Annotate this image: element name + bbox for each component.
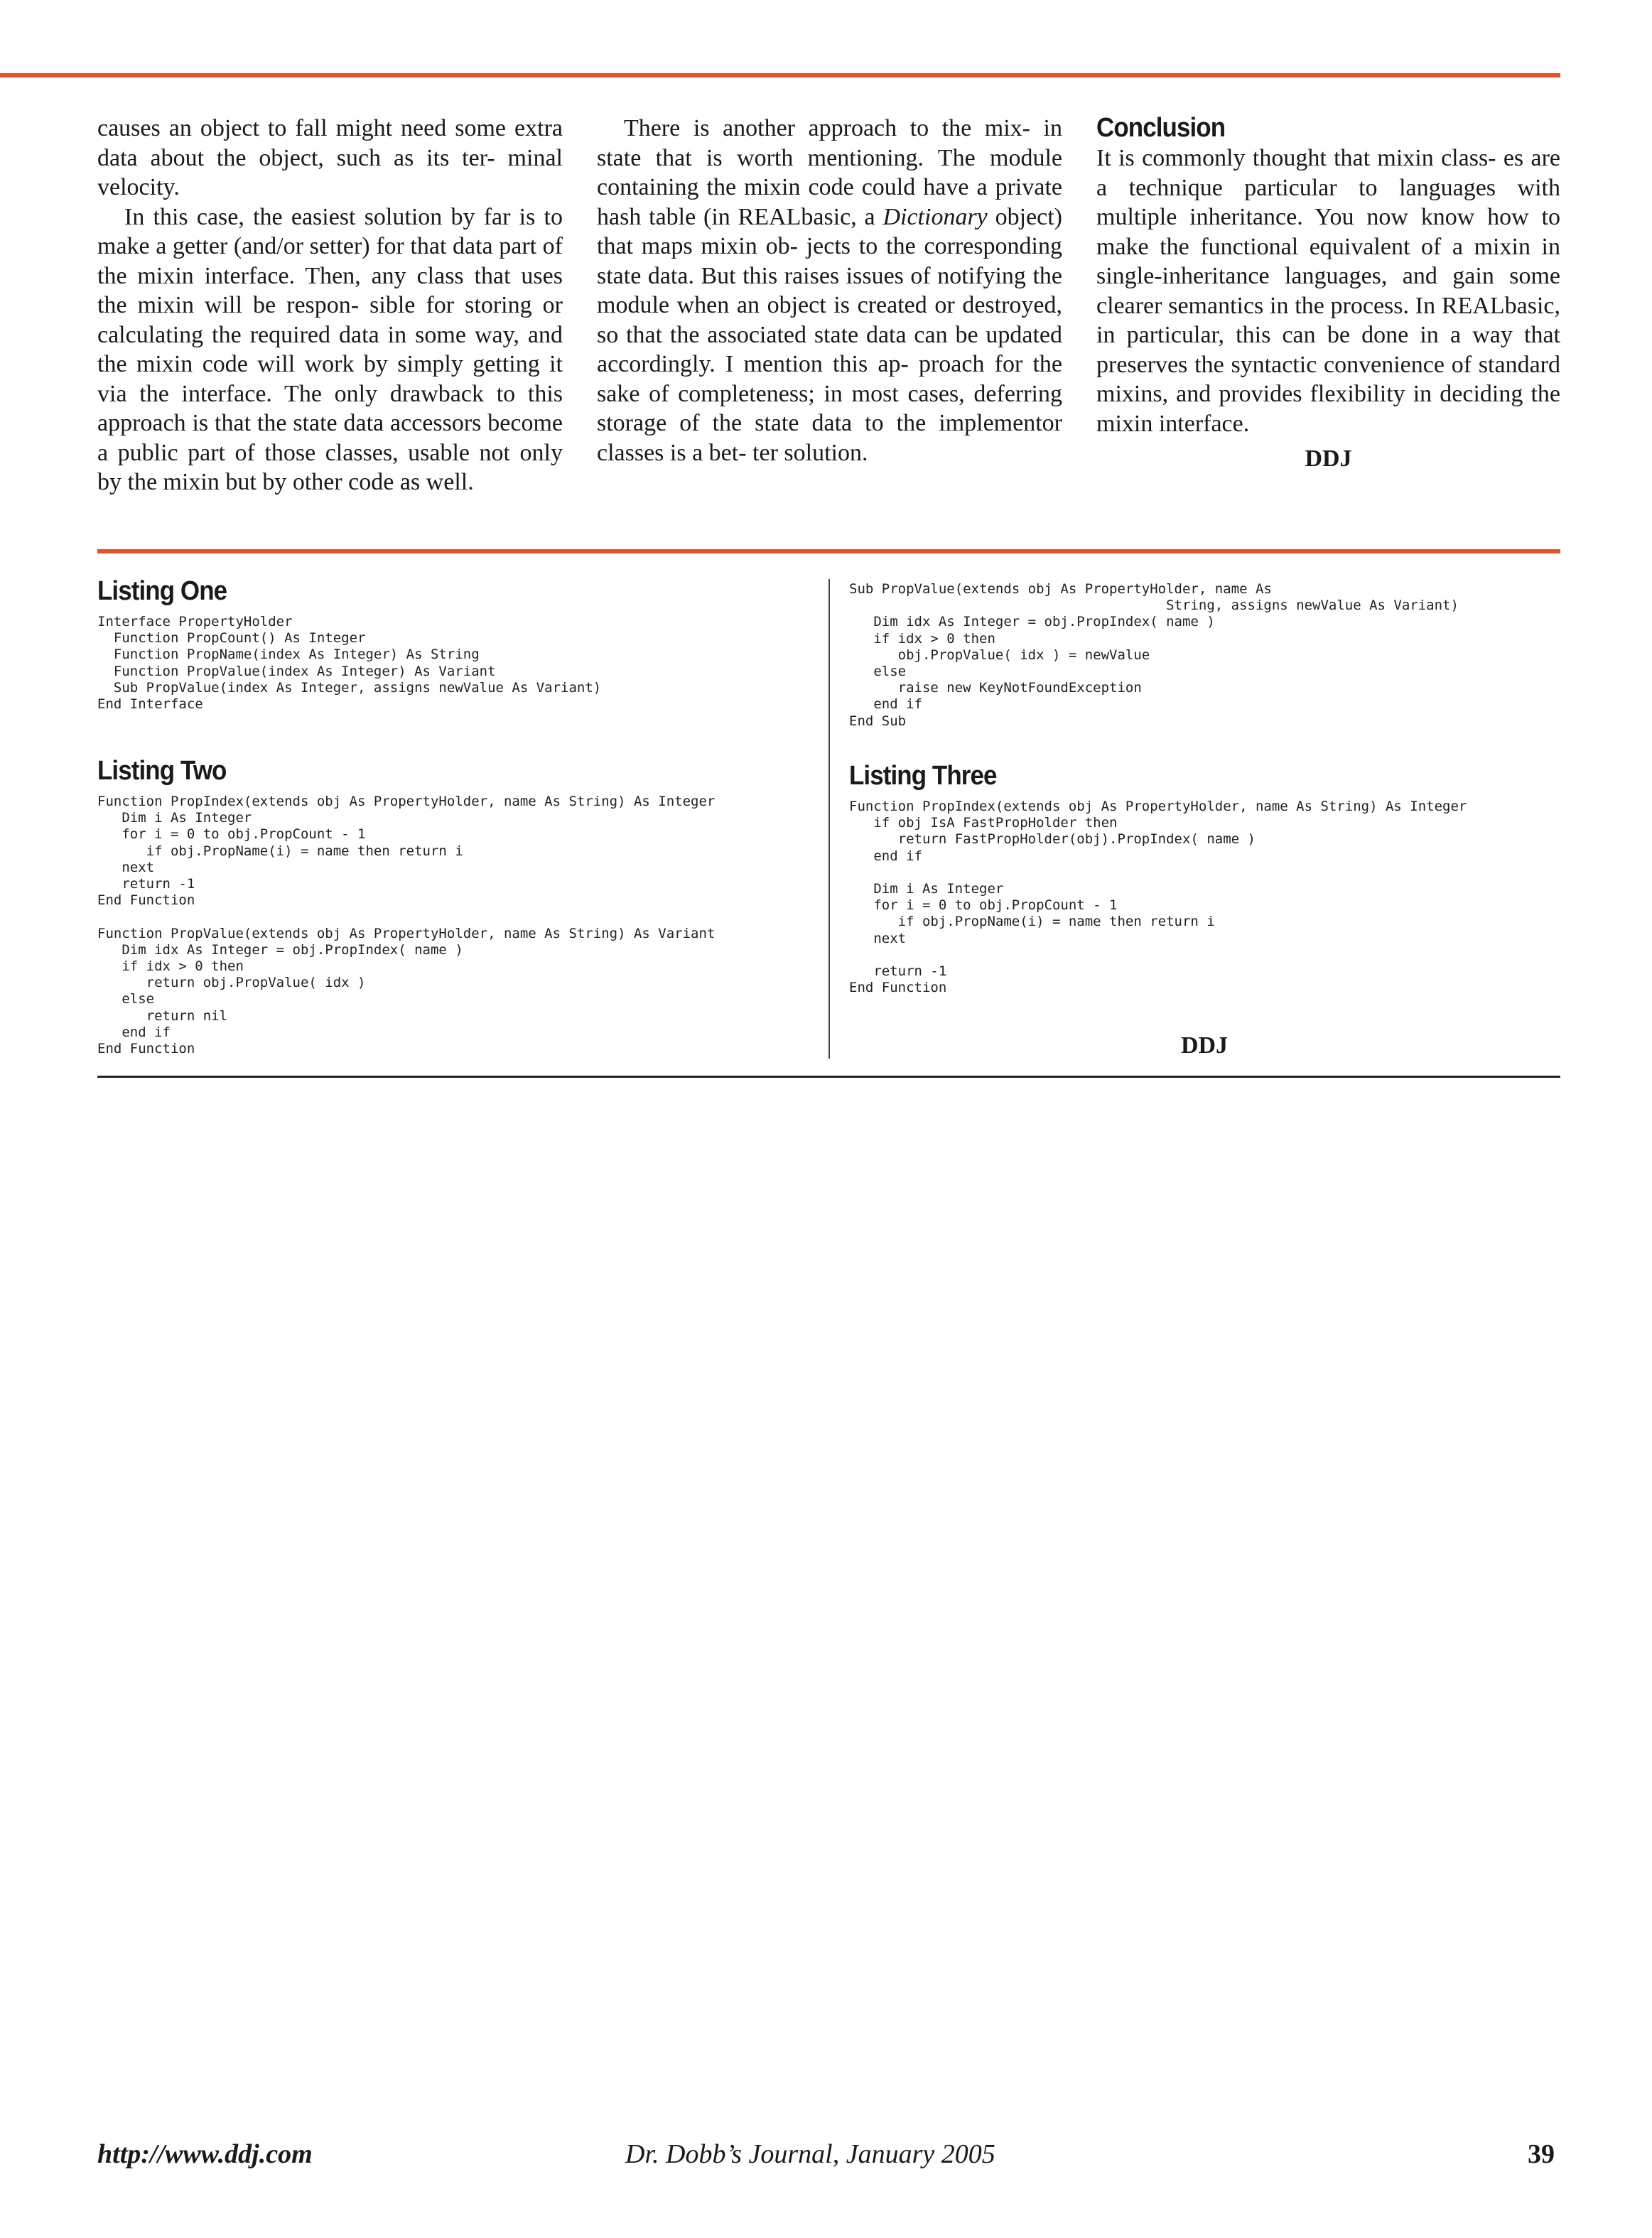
paragraph: It is commonly thought that mixin class- es are a technique particular to languages with multiple inheritance. You now know how to make the functional equivalent of a mixin in single-inheritance languages, and gain some clearer semantics in the process. In REALbasic, in particular, this can be done in a way that preserves the syntactic convenience of standard mixins, and provides flexibility in deciding the mixin interface. <box>1096 145 1560 437</box>
listing-two <box>97 757 715 1057</box>
listing-one <box>97 577 601 713</box>
page-number: 39 <box>1528 2139 1555 2169</box>
footer-journal-title: Dr. Dobb’s Journal, January 2005 <box>625 2139 995 2169</box>
code-block: Interface PropertyHolder Function PropCount() As Integer Function PropName(index As Integer) As String Function PropValue(index As Integer) As Variant Sub PropValue(index As Integer, assigns newValue As Variant) End Interface <box>97 614 602 713</box>
text-run: object) that maps mixin ob- jects to the corresponding state data. But this raises issues of notifying the module when an object is created or destroyed, so that the associated state data can be updated accordingly. I mention this ap- proach for the sake of completeness; in most cases, deferring storage of the state data to the implementor classes is a bet- ter solution. <box>597 203 1062 466</box>
code-block: Sub PropValue(extends obj As PropertyHolder, name As String, assigns newValue As Variant) Dim idx As Integer = obj.PropIndex( name ) if idx > 0 then obj.PropValue( idx ) = newValue else raise new KeyNotFoundException end if End Sub <box>849 581 1459 729</box>
italic-term: Dictionary <box>882 203 988 230</box>
listing-title: Listing One <box>97 576 227 606</box>
article-column-2 <box>597 114 1062 467</box>
article-column-3 <box>1096 114 1560 474</box>
paragraph: causes an object to fall might need some extra data about the object, such as its ter- minal velocity. <box>97 115 563 200</box>
listing-two-continued <box>849 581 1459 730</box>
footer-url-link[interactable]: http://www.ddj.com <box>97 2139 313 2169</box>
section-heading: Conclusion <box>1096 113 1226 143</box>
listing-column-divider <box>828 579 830 1059</box>
bottom-rule <box>97 1076 1560 1078</box>
article-column-1 <box>97 114 563 497</box>
listing-three <box>849 762 1467 996</box>
top-accent-rule <box>0 73 1560 77</box>
end-mark: DDJ <box>1305 445 1352 472</box>
paragraph: In this case, the easiest solution by far is to make a getter (and/or setter) for that data part of the mixin interface. Then, any class that uses the mixin will be respon- sible for storing or calculating the required data in some way, and the mixin code will work by simply getting it via the interface. The only drawback to this approach is that the state data accessors become a public part of those classes, usable not only by the mixin but by other code as well. <box>97 203 563 495</box>
listing-title: Listing Two <box>97 756 227 786</box>
text-run: There is another approach to the mix- in state that is worth mentioning. The module containing the mixin code could have a private hash table (in REALbasic, a <box>597 115 1062 230</box>
code-block: Function PropIndex(extends obj As PropertyHolder, name As String) As Integer if obj IsA FastPropHolder then return FastPropHolder(obj).PropIndex( name ) end if Dim i As Integer for i = 0 to obj.PropCount - 1 if obj.PropName(i) = name then return i next return -1 End Function <box>849 799 1467 996</box>
listing-title: Listing Three <box>849 761 997 791</box>
paragraph <box>597 114 1062 467</box>
listing-end-mark: DDJ <box>1180 1032 1229 1059</box>
code-block: Function PropIndex(extends obj As PropertyHolder, name As String) As Integer Dim i As Integer for i = 0 to obj.PropCount - 1 if obj.PropName(i) = name then return i next return -1 End Function Function PropValue(extends obj As PropertyHolder, name As String) As Variant Dim idx As Integer = obj.PropIndex( name ) if idx > 0 then return obj.PropValue( idx ) else return nil end if End Function <box>97 794 716 1057</box>
section-divider-rule <box>97 549 1560 553</box>
